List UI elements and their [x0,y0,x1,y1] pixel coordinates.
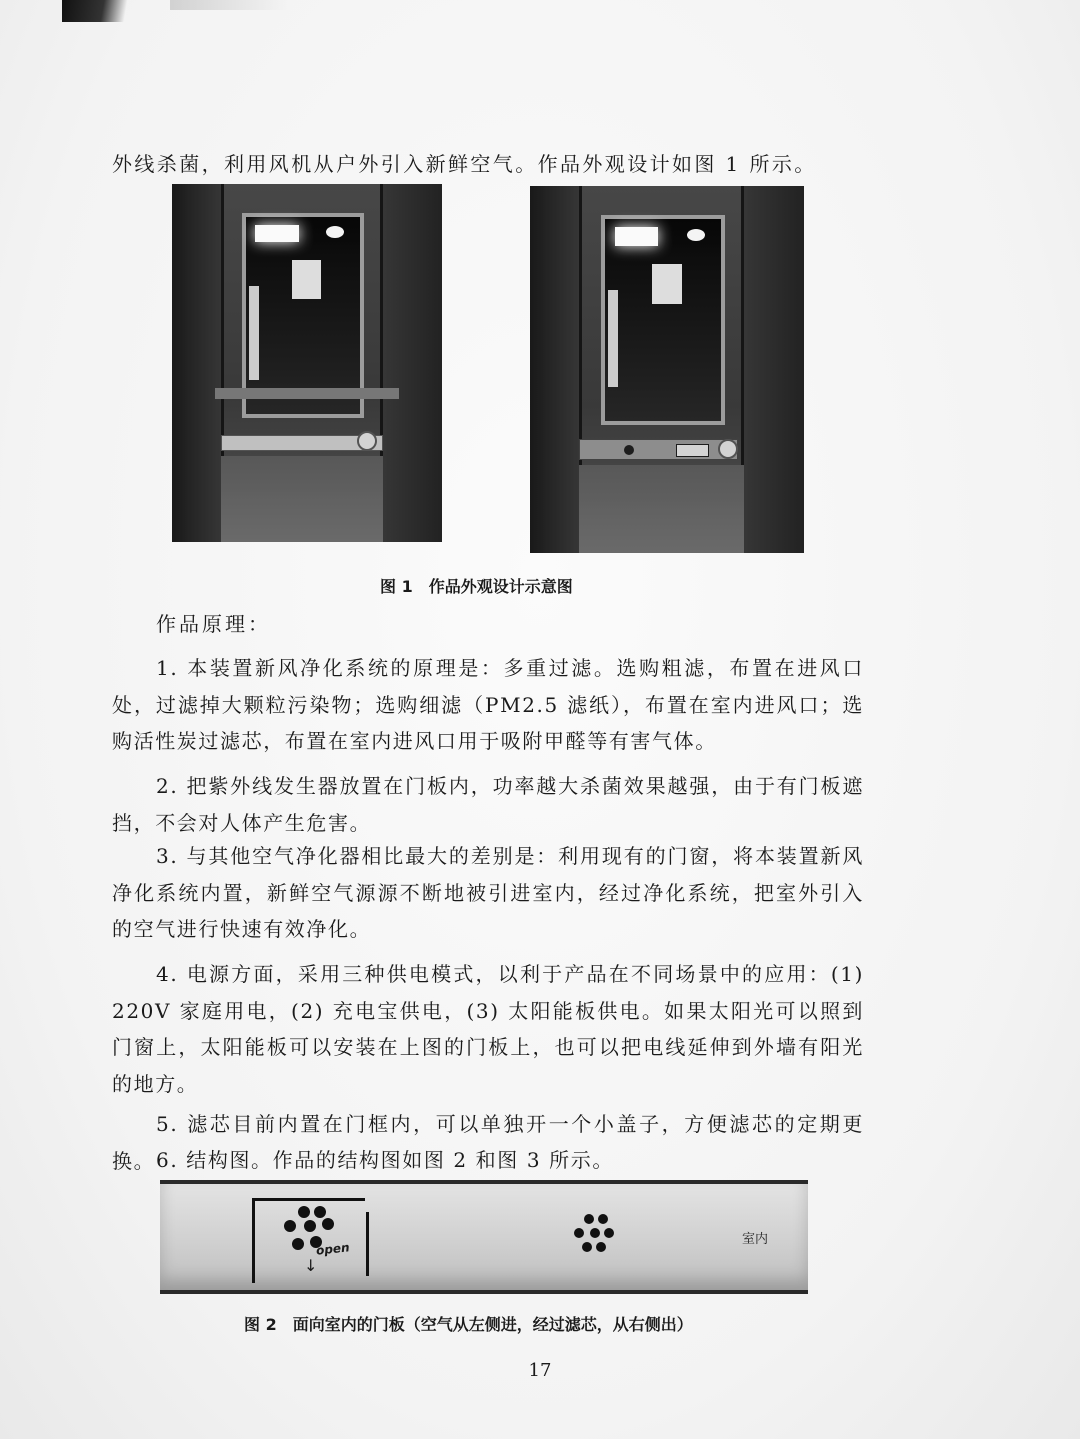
door-photo-right [530,186,804,553]
door-photo-left [172,184,442,542]
paragraph-2: 2. 把紫外线发生器放置在门板内，功率越大杀菌效果越强，由于有门板遮挡，不会对人体产生危害。 [112,774,864,835]
open-handwriting: open [315,1240,351,1258]
paragraph-4: 4. 电源方面，采用三种供电模式，以利于产品在不同场景中的应用：(1) 220V 家庭用电，(2) 充电宝供电，(3) 太阳能板供电。如果太阳光可以照到门窗上，太阳能板可以安装在上图的门板上，也可以把电线延伸到外墙有阳光的地方。 [112,962,864,1096]
figure1-number: 图 1 [380,577,413,596]
figure2-caption [244,1312,693,1335]
door-panel-photo [160,1180,808,1294]
intro-line: 外线杀菌，利用风机从户外引入新鲜空气。作品外观设计如图 1 所示。 [112,152,817,176]
paragraph-5: 5. 滤芯目前内置在门框内，可以单独开一个小盖子，方便滤芯的定期更换。 [112,1112,864,1173]
scan-corner-shadow [62,0,152,22]
figure2-title: 面向室内的门板（空气从左侧进，经过滤芯，从右侧出） [292,1315,693,1334]
indoor-label: 室内 [742,1232,769,1247]
figure2-number: 图 2 [244,1315,277,1334]
scan-smudge [170,0,290,10]
paragraph-3: 3. 与其他空气净化器相比最大的差别是：利用现有的门窗，将本装置新风净化系统内置，新鲜空气源源不断地被引进室内，经过净化系统，把室外引入的空气进行快速有效净化。 [112,844,864,941]
down-arrow-icon: ↓ [304,1256,318,1275]
paragraph-6: 6. 结构图。作品的结构图如图 2 和图 3 所示。 [156,1148,614,1172]
paragraph-1: 1. 本装置新风净化系统的原理是：多重过滤。选购粗滤，布置在进风口处，过滤掉大颗粒污染物；选购细滤（PM2.5 滤纸），布置在室内进风口；选购活性炭过滤芯，布置在室内进风口用于吸附甲醛等有害气体。 [112,656,864,753]
figure1-caption [380,574,573,597]
page-number: 17 [528,1360,552,1381]
marker-line [366,1212,369,1276]
figure1-title: 作品外观设计示意图 [428,577,573,596]
section-heading: 作品原理： [156,612,271,636]
